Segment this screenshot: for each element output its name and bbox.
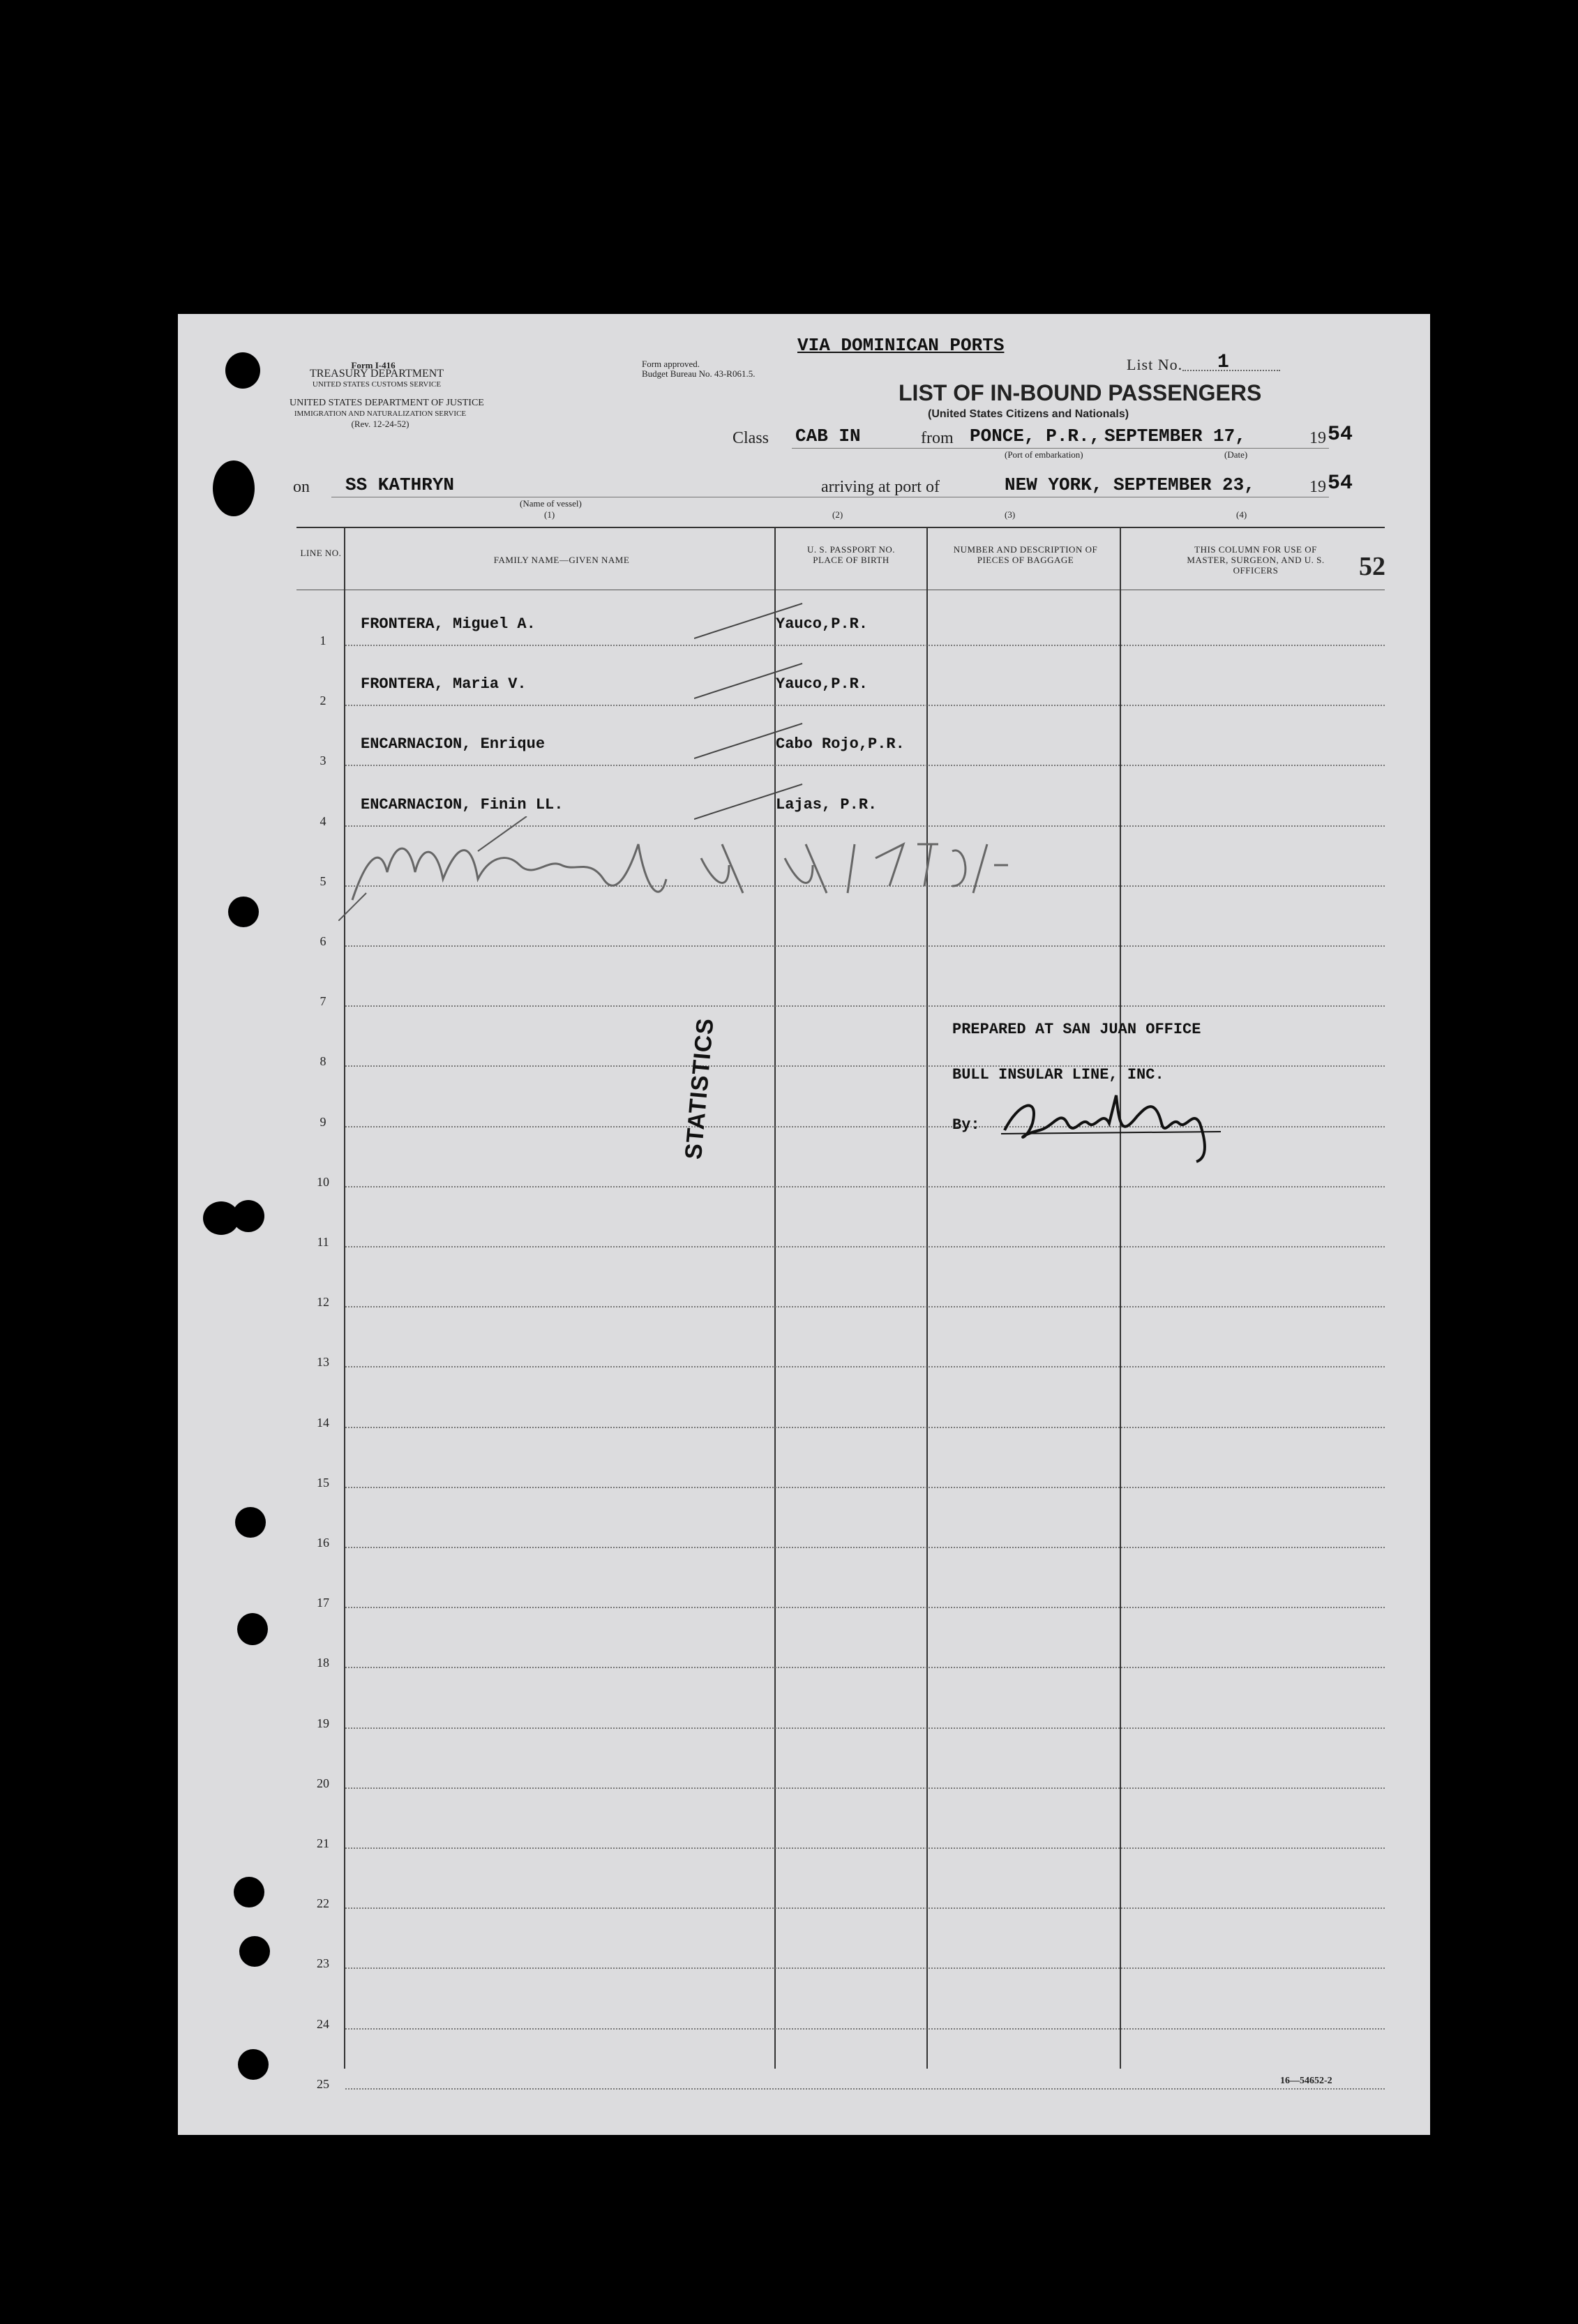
form-title: LIST OF IN-BOUND PASSENGERS bbox=[899, 380, 1262, 405]
row-rule bbox=[345, 1667, 1385, 1668]
page-number: 52 bbox=[1359, 552, 1385, 581]
class-label: Class bbox=[732, 429, 769, 447]
line-number: 17 bbox=[317, 1596, 329, 1610]
line-number: 19 bbox=[317, 1716, 329, 1730]
row-rule bbox=[345, 1186, 1385, 1187]
via-ports-label: VIA DOMINICAN PORTS bbox=[797, 335, 1005, 356]
list-no-value: 1 bbox=[1217, 352, 1229, 373]
on-label: on bbox=[293, 478, 310, 496]
line-number: 22 bbox=[317, 1896, 329, 1911]
punch-hole bbox=[238, 2049, 269, 2080]
passenger-manifest-page bbox=[178, 314, 1430, 2135]
line-number: 9 bbox=[320, 1114, 326, 1129]
baggage-divider bbox=[1120, 527, 1121, 2069]
row-rule bbox=[345, 1727, 1385, 1729]
row-rule bbox=[345, 2088, 1385, 2090]
line-number: 6 bbox=[320, 934, 326, 948]
row-rule bbox=[345, 945, 1385, 947]
line-number: 1 bbox=[320, 634, 326, 647]
place-of-birth: Cabo Rojo,P.R. bbox=[776, 735, 905, 754]
passenger-name: ENCARNACION, Finin LL. bbox=[361, 795, 564, 814]
statistics-stamp: STATISTICS bbox=[680, 1017, 719, 1161]
check-stroke bbox=[694, 600, 806, 642]
row-rule bbox=[345, 1427, 1385, 1428]
line-number: 2 bbox=[320, 694, 326, 708]
justice-dept: UNITED STATES DEPARTMENT OF JUSTICE bbox=[290, 398, 484, 408]
line-number: 3 bbox=[320, 754, 326, 768]
from-label: from bbox=[921, 429, 954, 447]
handwritten-annotation bbox=[338, 816, 1315, 921]
punch-hole bbox=[203, 1201, 239, 1235]
line-number: 4 bbox=[320, 814, 326, 828]
line-number: 18 bbox=[317, 1656, 329, 1670]
row-rule bbox=[345, 1487, 1385, 1488]
ins-service: IMMIGRATION AND NATURALIZATION SERVICE bbox=[294, 410, 467, 418]
year-value-1: 54 bbox=[1328, 423, 1353, 447]
punch-hole bbox=[225, 352, 260, 389]
col-header-line-no: LINE NO. bbox=[300, 548, 342, 558]
port-of-embarkation: PONCE, P.R., bbox=[970, 426, 1101, 447]
check-stroke bbox=[694, 720, 806, 762]
line-number: 13 bbox=[317, 1355, 329, 1370]
line-number: 16 bbox=[317, 1536, 329, 1550]
row-rule bbox=[345, 1787, 1385, 1789]
row-rule bbox=[345, 645, 1385, 646]
list-no-underline bbox=[1182, 370, 1280, 371]
passenger-name: FRONTERA, Miguel A. bbox=[361, 615, 536, 633]
line-number: 5 bbox=[320, 874, 326, 888]
form-number: Form I-416 bbox=[351, 360, 396, 370]
place-of-birth: Lajas, P.R. bbox=[776, 795, 878, 814]
by-label: By: bbox=[952, 1116, 980, 1134]
year-prefix-1: 19 bbox=[1309, 429, 1326, 447]
line-number: 21 bbox=[317, 1836, 329, 1850]
line-number: 23 bbox=[317, 1956, 329, 1971]
row-rule bbox=[345, 705, 1385, 706]
budget-bureau: Budget Bureau No. 43-R061.5. bbox=[642, 368, 756, 379]
line-number: 24 bbox=[317, 2016, 329, 2031]
class-underline bbox=[792, 448, 1329, 449]
col-num-4: (4) bbox=[1236, 509, 1247, 520]
line-number: 20 bbox=[317, 1776, 329, 1790]
treasury-dept: TREASURY DEPARTMENT bbox=[309, 368, 444, 380]
date-caption: (Date) bbox=[1224, 449, 1248, 460]
passenger-name: ENCARNACION, Enrique bbox=[361, 735, 546, 754]
row-rule bbox=[345, 2028, 1385, 2030]
line-number: 8 bbox=[320, 1054, 326, 1069]
punch-hole bbox=[213, 460, 255, 516]
row-rule bbox=[345, 1967, 1385, 1969]
passenger-name: FRONTERA, Maria V. bbox=[361, 675, 527, 694]
signature bbox=[998, 1067, 1235, 1165]
place-of-birth: Yauco,P.R. bbox=[776, 615, 869, 633]
line-number: 11 bbox=[317, 1235, 329, 1249]
check-stroke bbox=[694, 660, 806, 702]
row-rule bbox=[345, 1005, 1385, 1007]
form-approved: Form approved. bbox=[642, 359, 700, 369]
line-number: 25 bbox=[317, 2076, 329, 2091]
row-rule bbox=[345, 1306, 1385, 1307]
punch-hole bbox=[239, 1936, 270, 1967]
col-header-baggage: NUMBER AND DESCRIPTION OF PIECES OF BAGGAGE bbox=[953, 544, 1098, 565]
line-number: 15 bbox=[317, 1475, 329, 1490]
prepared-at-office: PREPARED AT SAN JUAN OFFICE bbox=[952, 1021, 1201, 1038]
year-value-2: 54 bbox=[1328, 472, 1353, 495]
class-value: CAB IN bbox=[795, 426, 861, 447]
col-header-passport: U. S. PASSPORT NO. PLACE OF BIRTH bbox=[807, 544, 895, 565]
line-number: 12 bbox=[317, 1295, 329, 1310]
place-of-birth: Yauco,P.R. bbox=[776, 675, 869, 694]
col-num-3: (3) bbox=[1005, 509, 1016, 520]
punch-hole bbox=[237, 1613, 268, 1645]
row-rule bbox=[345, 1366, 1385, 1367]
punch-hole bbox=[235, 1507, 266, 1538]
row-rule bbox=[345, 1547, 1385, 1548]
punch-hole bbox=[234, 1877, 264, 1907]
row-rule bbox=[345, 1907, 1385, 1909]
list-no-label: List No. bbox=[1127, 356, 1183, 373]
table-top-border bbox=[296, 527, 1385, 528]
col-num-2: (2) bbox=[832, 509, 843, 520]
year-prefix-2: 19 bbox=[1309, 478, 1326, 496]
row-rule bbox=[345, 1847, 1385, 1849]
customs-service: UNITED STATES CUSTOMS SERVICE bbox=[312, 380, 442, 389]
revision-date: (Rev. 12-24-52) bbox=[351, 419, 409, 429]
vessel-caption: (Name of vessel) bbox=[520, 498, 582, 509]
arrival-port-date: NEW YORK, SEPTEMBER 23, bbox=[1005, 474, 1255, 495]
form-footer-code: 16—54652-2 bbox=[1280, 2076, 1332, 2086]
form-subtitle: (United States Citizens and Nationals) bbox=[928, 408, 1129, 420]
line-number: 10 bbox=[317, 1174, 329, 1189]
row-rule bbox=[345, 1607, 1385, 1608]
arriving-label: arriving at port of bbox=[821, 478, 940, 496]
passport-divider bbox=[926, 527, 928, 2069]
port-caption: (Port of embarkation) bbox=[1005, 449, 1083, 460]
vessel-name: SS KATHRYN bbox=[345, 474, 455, 495]
col-header-name: FAMILY NAME—GIVEN NAME bbox=[493, 555, 630, 565]
embarkation-date: SEPTEMBER 17, bbox=[1104, 426, 1246, 447]
line-number: 7 bbox=[320, 994, 326, 1009]
line-no-divider bbox=[344, 527, 345, 2069]
line-number: 14 bbox=[317, 1415, 329, 1430]
shipping-line: BULL INSULAR LINE, INC. bbox=[952, 1066, 1164, 1084]
row-rule bbox=[345, 1246, 1385, 1247]
col-header-officers: THIS COLUMN FOR USE OF MASTER, SURGEON, AND U. S. OFFICERS bbox=[1187, 544, 1325, 576]
row-rule bbox=[345, 765, 1385, 766]
col-num-1: (1) bbox=[544, 509, 555, 520]
punch-hole bbox=[228, 897, 259, 927]
